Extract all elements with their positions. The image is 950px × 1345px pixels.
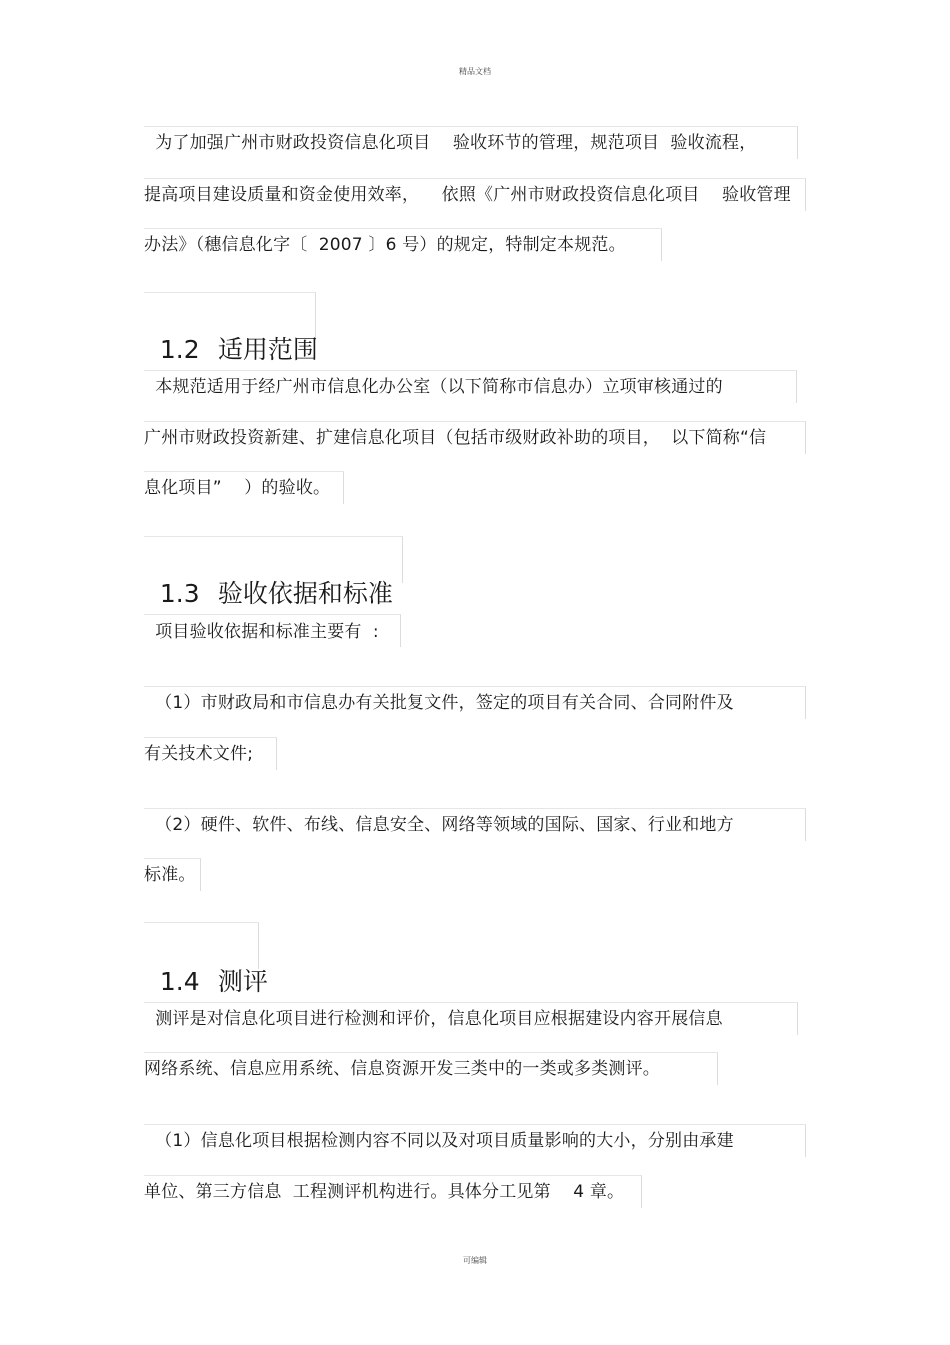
list-item: 标准。 xyxy=(144,865,196,885)
paragraph-line: 测评是对信息化项目进行检测和评价，信息化项目应根据建设内容开展信息 xyxy=(144,1009,723,1029)
intro-line: 为了加强广州市财政投资信息化项目 验收环节的管理，规范项目 验收流程， xyxy=(144,133,757,153)
paragraph-line: 广州市财政投资新建、扩建信息化项目（包括市级财政补助的项目， 以下简称“信 xyxy=(144,428,767,448)
page-footer: 可编辑 xyxy=(463,1256,487,1265)
section-heading xyxy=(144,937,268,997)
paragraph-line: 息化项目” ）的验收。 xyxy=(144,478,331,498)
list-item: （1）信息化项目根据检测内容不同以及对项目质量影响的大小，分别由承建 xyxy=(144,1131,734,1151)
section-title: 测评 xyxy=(217,967,268,996)
section-number: 1.4 xyxy=(159,967,200,996)
paragraph-line: 网络系统、信息应用系统、信息资源开发三类中的一类或多类测评。 xyxy=(144,1059,660,1079)
list-item: （1）市财政局和市信息办有关批复文件，签定的项目有关合同、合同附件及 xyxy=(144,693,734,713)
list-item: 有关技术文件; xyxy=(144,744,254,764)
intro-line: 办法》（穗信息化字〔 2007 〕6 号）的规定，特制定本规范。 xyxy=(144,235,626,255)
section-title: 适用范围 xyxy=(217,335,318,364)
list-item: 单位、第三方信息 工程测评机构进行。具体分工见第 4 章。 xyxy=(144,1182,625,1202)
section-number: 1.2 xyxy=(159,335,200,364)
section-heading xyxy=(144,549,393,609)
section-title: 验收依据和标准 xyxy=(217,579,393,608)
section-heading xyxy=(144,305,318,365)
paragraph-line: 项目验收依据和标准主要有 : xyxy=(144,622,379,642)
intro-line: 提高项目建设质量和资金使用效率， 依照《广州市财政投资信息化项目 验收管理 xyxy=(144,185,791,205)
paragraph-line: 本规范适用于经广州市信息化办公室（以下简称市信息办）立项审核通过的 xyxy=(144,377,723,397)
page-header: 精品文档 xyxy=(459,67,491,76)
list-item: （2）硬件、软件、布线、信息安全、网络等领域的国际、国家、行业和地方 xyxy=(144,815,734,835)
section-number: 1.3 xyxy=(159,579,200,608)
